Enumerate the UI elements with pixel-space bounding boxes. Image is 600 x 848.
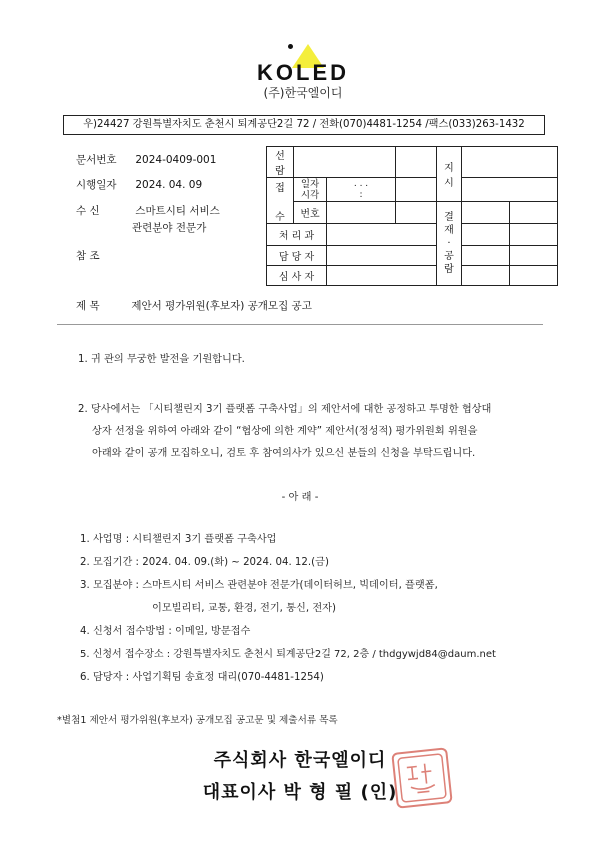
list-item: 6. 담당자 : 사업기획팀 송효정 대리(070-4481-1254) bbox=[80, 672, 324, 683]
recipient-row bbox=[76, 203, 220, 218]
cell-blank-2 bbox=[396, 178, 437, 202]
doc-number-row bbox=[76, 152, 216, 167]
signature-ceo: 대표이사 박 형 필 (인) bbox=[202, 782, 398, 803]
cell-approval-6 bbox=[510, 246, 558, 266]
cell-approval-8 bbox=[510, 266, 558, 286]
cell-approval-2 bbox=[510, 202, 558, 224]
list-item: 4. 신청서 접수방법 : 이메일, 방문접수 bbox=[80, 626, 251, 637]
date-value: 2024. 04. 09 bbox=[135, 179, 203, 191]
cell-date-time-value: . . . : bbox=[327, 178, 396, 202]
subject-row bbox=[76, 298, 312, 313]
cell-approval-5 bbox=[462, 246, 510, 266]
cell-approval-1 bbox=[462, 202, 510, 224]
cell-approval-7 bbox=[462, 266, 510, 286]
paragraph-2-line-2: 상자 선정을 위하여 아래와 같이 “협상에 의한 계약” 제안서(정성적) 평가위원회 위원을 bbox=[92, 426, 478, 437]
recipient-label: 수 신 bbox=[76, 205, 100, 217]
list-item: 2. 모집기간 : 2024. 04. 09.(화) ~ 2024. 04. 12.(금) bbox=[80, 557, 329, 568]
list-item: 5. 신청서 접수장소 : 강원특별자치도 춘천시 퇴계공단2길 72, 2층 / thdgywjd84@daum.net bbox=[80, 649, 496, 660]
doc-number-label: 문서번호 bbox=[76, 154, 117, 166]
cell-manager-value bbox=[327, 246, 437, 266]
subject-label: 제 목 bbox=[76, 300, 100, 312]
subject-text: 제안서 평가위원(후보자) 공개모집 공고 bbox=[131, 300, 312, 312]
cell-manager-label: 담 당 자 bbox=[267, 246, 327, 266]
cell-blank-3 bbox=[396, 202, 437, 224]
cell-seonram: 선 람 bbox=[267, 147, 294, 178]
cell-jisi-value-2 bbox=[462, 178, 558, 202]
cell-jeopsu: 접 수 bbox=[267, 178, 294, 224]
signature-company: 주식회사 한국엘이디 bbox=[213, 750, 387, 771]
recipient-value-1: 스마트시티 서비스 bbox=[135, 205, 220, 217]
cell-dept-label: 처 리 과 bbox=[267, 224, 327, 246]
logo-text: KOLED bbox=[257, 60, 349, 85]
reference-row bbox=[76, 248, 132, 263]
cell-gyeoljae: 결 재 · 공 람 bbox=[437, 202, 462, 286]
below-heading: - 아 래 - bbox=[281, 492, 319, 503]
recipient-value-2: 관련분야 전문가 bbox=[132, 222, 207, 234]
cell-reviewer-label: 심 사 자 bbox=[267, 266, 327, 286]
cell-number-label: 번호 bbox=[294, 202, 327, 224]
cell-reviewer-value bbox=[327, 266, 437, 286]
date-row bbox=[76, 177, 202, 192]
subject-divider bbox=[57, 324, 543, 325]
cell-blank-1 bbox=[396, 147, 437, 178]
logo-company-name: (주)한국엘이디 bbox=[263, 86, 343, 100]
cell-approval-3 bbox=[462, 224, 510, 246]
attachment-note: *별첨1 제안서 평가위원(후보자) 공개모집 공고문 및 제출서류 목록 bbox=[57, 715, 338, 726]
cell-number-value bbox=[327, 202, 396, 224]
cell-seonram-value bbox=[294, 147, 396, 178]
address-box: 우)24427 강원특별자치도 춘천시 퇴계공단2길 72 / 전화(070)4481-1254 /팩스(033)263-1432 bbox=[63, 115, 545, 135]
cell-date-time-label: 일자 시각 bbox=[294, 178, 327, 202]
reference-label: 참 조 bbox=[76, 250, 100, 262]
date-label: 시행일자 bbox=[76, 179, 117, 191]
list-item: 3. 모집분야 : 스마트시티 서비스 관련분야 전문가(데이터허브, 빅데이터, 플랫폼, bbox=[80, 580, 438, 591]
list-item: 1. 사업명 : 시티챌린지 3기 플랫폼 구축사업 bbox=[80, 534, 277, 545]
list-item-continued: 이모빌리티, 교통, 환경, 전기, 통신, 전자) bbox=[152, 603, 336, 614]
doc-number-value: 2024-0409-001 bbox=[135, 154, 217, 166]
company-logo bbox=[248, 44, 358, 100]
approval-table bbox=[266, 146, 558, 286]
cell-approval-4 bbox=[510, 224, 558, 246]
paragraph-2-line-3: 아래와 같이 공개 모집하오니, 검토 후 참여의사가 있으신 분들의 신청을 부탁드립니다. bbox=[92, 448, 476, 459]
cell-jisi: 지 시 bbox=[437, 147, 462, 202]
cell-dept-value bbox=[327, 224, 437, 246]
cell-jisi-value bbox=[462, 147, 558, 178]
paragraph-2-line-1: 2. 당사에서는 「시티챌린지 3기 플랫폼 구축사업」의 제안서에 대한 공정하고 투명한 협상대 bbox=[78, 404, 492, 415]
paragraph-1: 1. 귀 관의 무궁한 발전을 기원합니다. bbox=[78, 354, 245, 365]
